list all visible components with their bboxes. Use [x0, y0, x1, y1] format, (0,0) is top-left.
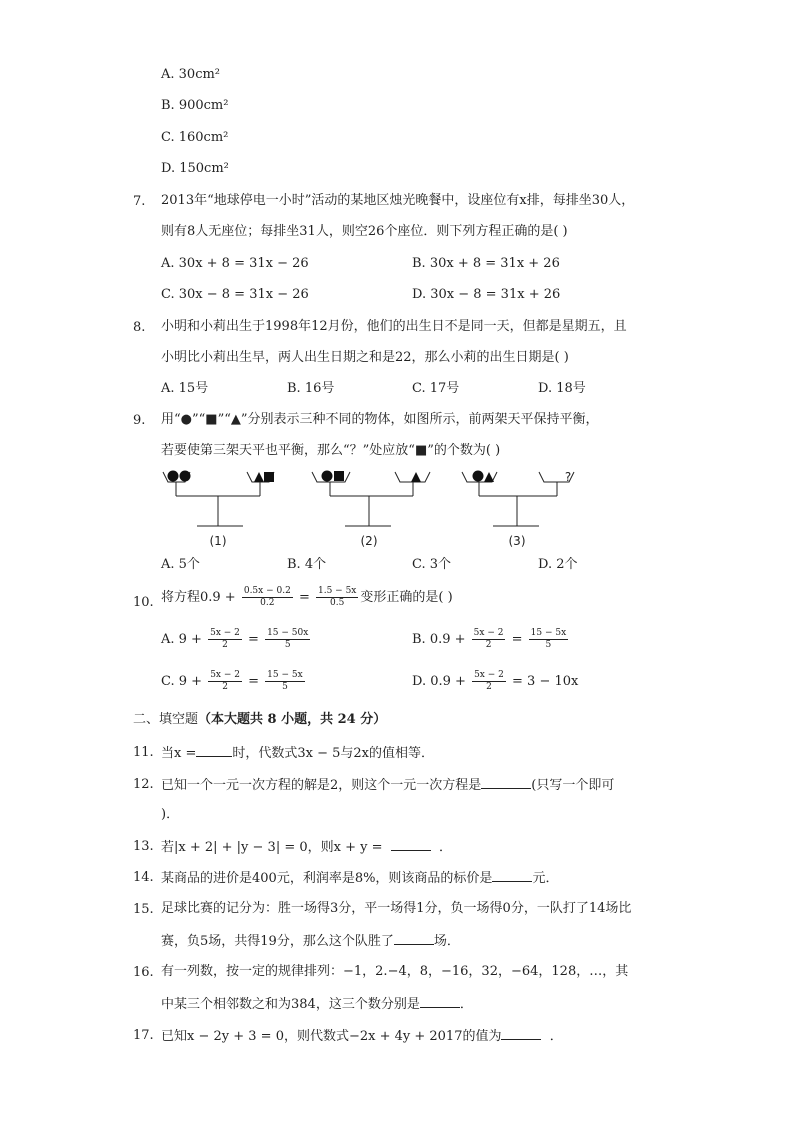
q11-stem — [161, 744, 434, 762]
q10-stem — [161, 586, 453, 609]
fraction-denominator: 5 — [284, 640, 291, 650]
q12-stem — [161, 776, 614, 794]
fraction — [316, 586, 358, 609]
fraction — [265, 628, 310, 651]
q16-number: 16. — [133, 965, 154, 980]
q9-stem-line2: 若要使第三架天平也平衡，那么“？”处应放“■”的个数为( ) — [161, 443, 501, 458]
q10-option-a — [161, 628, 312, 651]
stem-text: ． — [459, 997, 473, 1012]
stem-text: 赛，负5场，共得19分，那么这个队胜了 — [161, 934, 394, 949]
fraction — [472, 670, 506, 693]
square-shape — [334, 471, 344, 481]
q10-option-b — [412, 628, 570, 651]
equals-sign: = — [298, 590, 310, 605]
q14-number: 14. — [133, 870, 154, 885]
fraction-numerator: 5x − 2 — [473, 628, 504, 638]
stem-text: 时，代数式3x − 5与2x的值相等． — [232, 746, 434, 761]
q10-stem-prefix: 将方程0.9 + — [161, 590, 236, 605]
section-detail: （本大题共 8 小题，共 24 分） — [198, 712, 387, 727]
q15-number: 15. — [133, 902, 154, 917]
section-heading — [133, 712, 386, 728]
fraction-denominator: 2 — [222, 640, 228, 650]
stem-text: ． — [549, 1029, 563, 1044]
balance-scales-figure — [155, 462, 595, 552]
option-lead: B. 0.9 + — [412, 632, 466, 647]
triangle-shape — [254, 472, 264, 482]
q17-number: 17. — [133, 1028, 154, 1043]
q6-option-b: B. 900cm² — [161, 98, 229, 113]
q12-number: 12. — [133, 777, 154, 792]
stem-text: 已知一个一元一次方程的解是2，则这个一元一次方程是 — [161, 778, 482, 793]
circle-shape — [473, 471, 484, 482]
fraction-numerator: 0.5x − 0.2 — [243, 586, 291, 596]
stem-text: (只写一个即可 — [531, 778, 615, 793]
q9-option-b: B. 4个 — [287, 557, 327, 572]
balance-shapes — [168, 471, 495, 483]
answer-blank[interactable] — [394, 932, 434, 945]
fraction-numerator: 1.5 − 5x — [318, 586, 357, 596]
fraction — [242, 586, 293, 609]
fraction — [529, 628, 569, 651]
stem-text: 元． — [532, 871, 559, 886]
stem-text: 某商品的进价是400元，利润率是8%，则该商品的标价是 — [161, 871, 493, 886]
figure-label-1: (1) — [209, 534, 227, 548]
q8-stem-line1: 小明和小莉出生于1998年12月份，他们的出生日不是同一天，但都是星期五，且 — [161, 319, 627, 334]
fraction — [472, 628, 506, 651]
q7-stem-line1: 2013年“地球停电一小时”活动的某地区烛光晚餐中，设座位有x排，每排坐30人， — [161, 193, 635, 208]
q10-stem-suffix: 变形正确的是( ) — [360, 590, 453, 605]
stem-text: ． — [439, 840, 453, 855]
question-mark-label: ? — [564, 470, 572, 484]
fraction-numerator: 15 − 5x — [530, 628, 567, 638]
q10-number: 10. — [133, 595, 154, 610]
q9-option-a: A. 5个 — [161, 557, 200, 572]
stem-text: 当x = — [161, 746, 197, 761]
q9-stem-line1: 用“●”“■”“▲”分别表示三种不同的物体，如图所示，前两架天平保持平衡， — [161, 412, 599, 427]
section-label: 二、填空题 — [133, 712, 199, 727]
q15-stem-line2 — [161, 932, 460, 950]
answer-blank[interactable] — [196, 744, 232, 757]
triangle-shape — [411, 472, 421, 482]
q14-stem — [161, 869, 558, 887]
q11-number: 11. — [133, 745, 154, 760]
q8-option-d: D. 18号 — [538, 381, 586, 396]
q13-number: 13. — [133, 839, 154, 854]
q12-stem-line2: )． — [161, 807, 180, 822]
q7-option-b: B. 30x + 8 = 31x + 26 — [412, 256, 560, 271]
answer-blank[interactable] — [391, 838, 431, 851]
q9-number: 9. — [133, 413, 146, 428]
fraction — [265, 670, 305, 693]
circle-shape — [168, 471, 179, 482]
fraction-numerator: 5x − 2 — [210, 670, 240, 680]
fraction-denominator: 5 — [282, 682, 288, 692]
q8-number: 8. — [133, 320, 146, 335]
figure-label-3: (3) — [508, 534, 526, 548]
q7-number: 7. — [133, 194, 146, 209]
q7-stem-line2: 则有8人无座位；每排坐31人，则空26个座位．则下列方程正确的是( ) — [161, 224, 568, 239]
fraction — [208, 628, 242, 651]
equals-sign: = — [248, 674, 260, 689]
fraction-denominator: 2 — [485, 640, 492, 650]
option-lead: D. 0.9 + — [412, 674, 466, 689]
answer-blank[interactable] — [492, 869, 532, 882]
answer-blank[interactable] — [501, 1027, 541, 1040]
q7-option-c: C. 30x − 8 = 31x − 26 — [161, 287, 309, 302]
fraction-denominator: 5 — [545, 640, 552, 650]
q8-option-a: A. 15号 — [161, 381, 209, 396]
q8-stem-line2: 小明比小莉出生早，两人出生日期之和是22，那么小莉的出生日期是( ) — [161, 350, 569, 365]
triangle-shape — [484, 472, 494, 482]
stem-text: 已知x − 2y + 3 = 0，则代数式−2x + 4y + 2017的值为 — [161, 1029, 502, 1044]
square-shape — [264, 472, 274, 482]
stem-text: 场． — [433, 934, 460, 949]
fraction — [208, 670, 242, 693]
fraction-denominator: 0.5 — [330, 598, 345, 608]
fraction-denominator: 2 — [486, 682, 492, 692]
q15-stem-line1: 足球比赛的记分为：胜一场得3分，平一场得1分，负一场得0分，一队打了14场比 — [161, 901, 632, 916]
circle-shape — [180, 471, 191, 482]
q7-option-a: A. 30x + 8 = 31x − 26 — [161, 256, 309, 271]
q9-option-d: D. 2个 — [538, 557, 578, 572]
q10-option-c — [161, 670, 307, 693]
q6-option-a: A. 30cm² — [161, 67, 221, 82]
option-lead: C. 9 + — [161, 674, 203, 689]
stem-text: 中某三个相邻数之和为384，这三个数分别是 — [161, 997, 420, 1012]
q9-option-c: C. 3个 — [412, 557, 452, 572]
equals-sign: = — [248, 632, 259, 647]
fraction-numerator: 15 − 50x — [267, 628, 309, 638]
q6-option-c: C. 160cm² — [161, 130, 229, 145]
q7-option-d: D. 30x − 8 = 31x + 26 — [412, 287, 561, 302]
q16-stem-line2 — [161, 995, 473, 1013]
answer-blank[interactable] — [420, 995, 460, 1008]
q6-option-d: D. 150cm² — [161, 161, 229, 176]
option-rest: = 3 − 10x — [512, 674, 579, 689]
fraction-numerator: 5x − 2 — [210, 628, 240, 638]
option-lead: A. 9 + — [161, 632, 202, 647]
fraction-denominator: 2 — [222, 682, 228, 692]
fraction-denominator: 0.2 — [260, 598, 275, 608]
circle-shape — [322, 471, 333, 482]
fraction-numerator: 5x − 2 — [474, 670, 504, 680]
stem-text: 若|x + 2| + |y − 3| = 0，则x + y = — [161, 840, 383, 855]
q8-option-b: B. 16号 — [287, 381, 335, 396]
q16-stem-line1: 有一列数，按一定的规律排列：−1，2.−4，8，−16，32，−64，128，…，其 — [161, 964, 629, 979]
equals-sign: = — [511, 632, 523, 647]
answer-blank[interactable] — [481, 776, 531, 789]
q13-stem — [161, 838, 452, 856]
q10-option-d — [412, 670, 578, 693]
fraction-numerator: 15 − 5x — [267, 670, 303, 680]
q8-option-c: C. 17号 — [412, 381, 460, 396]
q17-stem — [161, 1027, 563, 1045]
figure-label-2: (2) — [360, 534, 378, 548]
